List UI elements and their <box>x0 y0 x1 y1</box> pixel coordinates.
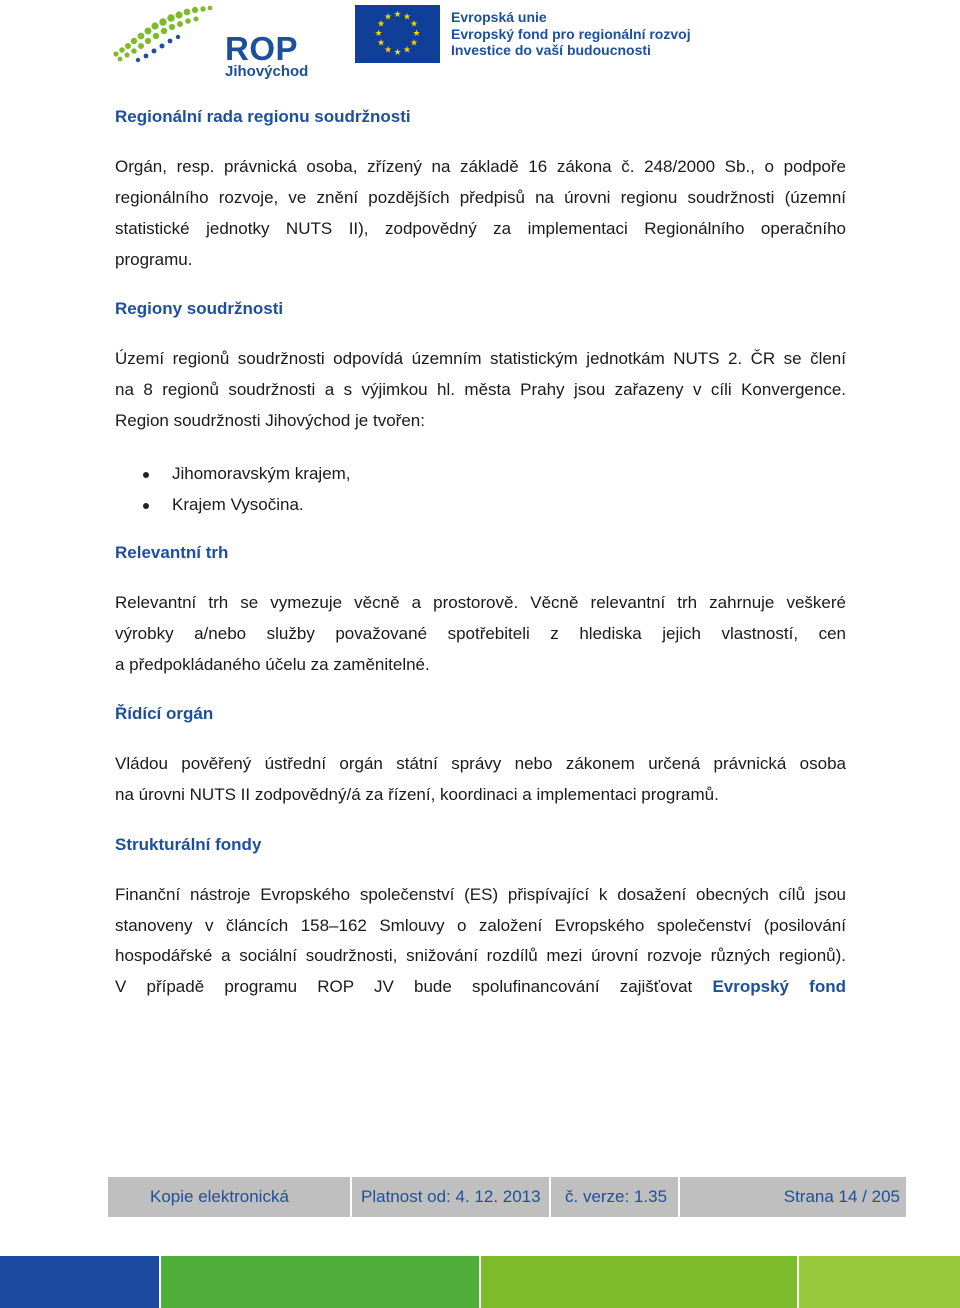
svg-text:★: ★ <box>376 38 386 49</box>
strip-segment <box>481 1256 797 1308</box>
eu-line-1: Evropská unie <box>451 9 547 25</box>
svg-text:★: ★ <box>374 29 383 39</box>
page-footer <box>108 1177 906 1217</box>
svg-text:★: ★ <box>393 48 402 58</box>
svg-text:★: ★ <box>409 19 419 30</box>
paragraph-line: regionálního rozvoje, ve znění pozdějších předpisů na úrovni regionu soudržnosti (územní <box>115 188 846 207</box>
paragraph-line: stanoveny v článcích 158–162 Smlouvy o založení Evropského společenství (posilování <box>115 916 846 935</box>
paragraph-line: programu. <box>115 250 193 269</box>
rop-subtitle: Jihovýchod <box>225 63 309 80</box>
strip-segment <box>0 1256 159 1308</box>
heading-managing-authority: Řídící orgán <box>115 704 214 723</box>
svg-text:★: ★ <box>402 45 412 56</box>
paragraph-line: na 8 regionů soudržnosti a s výjimkou hl. města Prahy jsou zařazeny v cíli Konvergence. <box>115 380 846 399</box>
bullet-icon <box>143 503 149 509</box>
paragraph-line: na úrovni NUTS II zodpovědný/á za řízení, koordinaci a implementaci programů. <box>115 785 719 804</box>
paragraph-line: Finanční nástroje Evropského společenství (ES) přispívající k dosažení obecných cílů jsou <box>115 885 846 904</box>
footer-version: č. verze: 1.35 <box>551 1177 680 1217</box>
paragraph-line: Orgán, resp. právnická osoba, zřízený na základě 16 zákona č. 248/2000 Sb., o podpoře <box>115 157 846 176</box>
heading-relevant-market: Relevantní trh <box>115 543 229 562</box>
footer-page-number: Strana 14 / 205 <box>783 1187 900 1206</box>
paragraph-line: Území regionů soudržnosti odpovídá územním statistickým jednotkám NUTS 2. ČR se člení <box>115 349 846 368</box>
bold-term: Evropský fond <box>712 977 846 996</box>
eu-flag-icon <box>355 5 440 63</box>
svg-text:★: ★ <box>402 12 412 23</box>
paragraph-line: hospodářské a sociální soudržnosti, snižování rozdílů mezi úrovní rozvoje různých regionů). <box>115 946 846 965</box>
footer-copy: Kopie elektronická <box>108 1177 352 1217</box>
eu-line-3: Investice do vaší budoucnosti <box>451 42 651 58</box>
heading-structural-funds: Strukturální fondy <box>115 835 262 854</box>
bottom-color-strip <box>0 1256 960 1308</box>
svg-text:★: ★ <box>383 12 393 23</box>
list-item-text: Jihomoravským krajem, <box>172 464 351 483</box>
eu-line-2: Evropský fond pro regionální rozvoj <box>451 25 691 42</box>
strip-segment <box>161 1256 479 1308</box>
paragraph-line: Vládou pověřený ústřední orgán státní správy nebo zákonem určená právnická osoba <box>115 754 846 773</box>
svg-text:★: ★ <box>409 38 419 49</box>
paragraph-text: V případě programu ROP JV bude spolufinancování zajišťovat <box>115 977 693 996</box>
paragraph-line: statistické jednotky NUTS II), zodpovědný za implementaci Regionálního operačního <box>115 219 846 238</box>
svg-text:★: ★ <box>383 45 393 56</box>
rop-title: ROP <box>225 30 299 67</box>
paragraph-line: a předpokládaného účelu za zaměnitelné. <box>115 655 430 674</box>
strip-segment <box>799 1256 960 1308</box>
paragraph-line: Region soudržnosti Jihovýchod je tvořen: <box>115 411 425 430</box>
list-item-text: Krajem Vysočina. <box>172 495 304 514</box>
footer-validity: Platnost od: 4. 12. 2013 <box>352 1177 551 1217</box>
svg-text:★: ★ <box>412 29 421 39</box>
svg-text:★: ★ <box>393 10 402 20</box>
eu-caption <box>451 9 691 59</box>
svg-text:★: ★ <box>376 19 386 30</box>
rop-leaf-icon <box>108 4 218 66</box>
bullet-icon <box>143 472 149 478</box>
paragraph-last-line <box>115 972 846 1003</box>
heading-regional-council: Regionální rada regionu soudržnosti <box>115 107 411 126</box>
paragraph-line: Relevantní trh se vymezuje věcně a prostorově. Věcně relevantní trh zahrnuje veškeré <box>115 593 846 612</box>
paragraph-line: výrobky a/nebo služby považované spotřebiteli z hlediska jejich vlastností, cen <box>115 624 846 643</box>
heading-cohesion-regions: Regiony soudržnosti <box>115 299 284 318</box>
